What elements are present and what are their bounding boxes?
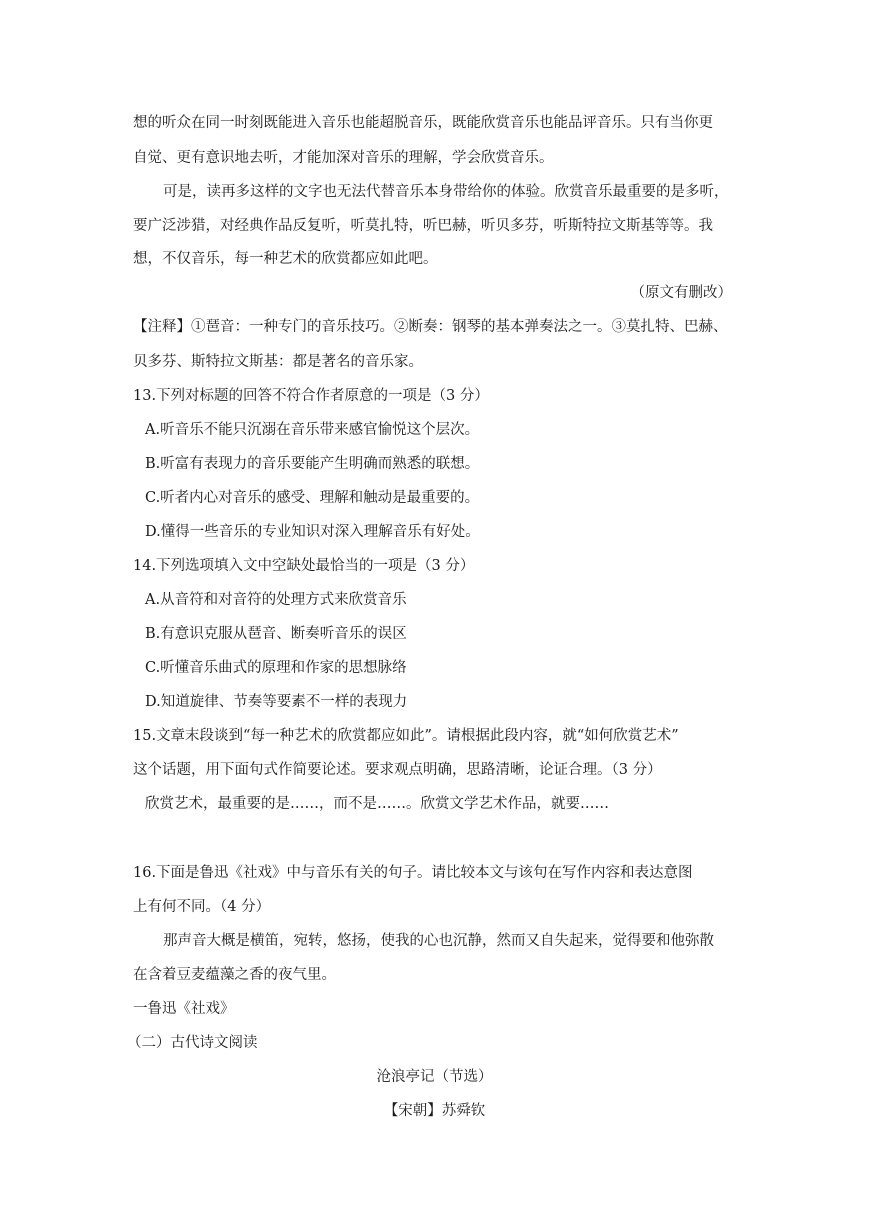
q16-quote-line-2: 在含着豆麦蕴藻之香的夜气里。 bbox=[133, 967, 336, 983]
q13-option-a: A.听音乐不能只沉溺在音乐带来感官愉悦这个层次。 bbox=[145, 422, 480, 438]
q16-line-2: 上有何不同。（4 分） bbox=[133, 899, 271, 915]
q14-option-d: D.知道旋律、节奏等要素不一样的表现力 bbox=[145, 694, 408, 710]
q15-sentence-pattern: 欣赏艺术，最重要的是……，而不是……。欣赏文学艺术作品，就要…… bbox=[145, 796, 609, 812]
notes-line-2: 贝多芬、斯特拉文斯基：都是著名的音乐家。 bbox=[133, 354, 423, 370]
q16-quote-line-1: 那声音大概是横笛，宛转，悠扬，使我的心也沉静，然而又自失起来，觉得要和他弥散 bbox=[163, 933, 714, 949]
q13-stem: 13.下列对标题的回答不符合作者原意的一项是（3 分） bbox=[133, 388, 489, 404]
q15-line-2: 这个话题，用下面句式作简要论述。要求观点明确，思路清晰，论证合理。（3 分） bbox=[133, 762, 662, 778]
q13-option-c: C.听者内心对音乐的感受、理解和触动是最重要的。 bbox=[145, 490, 480, 506]
source-note: （原文有删改） bbox=[630, 285, 732, 301]
passage-line-5: 想，不仅音乐，每一种艺术的欣赏都应如此吧。 bbox=[133, 251, 438, 267]
passage-line-4: 要广泛涉猎，对经典作品反复听，听莫扎特，听巴赫，听贝多芬，听斯特拉文斯基等等。我 bbox=[133, 218, 713, 234]
q16-line-1: 16.下面是鲁迅《社戏》中与音乐有关的句子。请比较本文与该句在写作内容和表达意图 bbox=[133, 865, 693, 881]
essay-title: 沧浪亭记（节选） bbox=[376, 1069, 493, 1085]
essay-author: 【宋朝】苏舜钦 bbox=[383, 1103, 486, 1119]
section-heading: （二）古代诗文阅读 bbox=[127, 1035, 258, 1051]
q16-attribution: 一鲁迅《社戏》 bbox=[133, 1001, 235, 1017]
passage-line-3: 可是，读再多这样的文字也无法代替音乐本身带给你的体验。欣赏音乐最重要的是多听， bbox=[163, 184, 729, 200]
passage-line-1: 想的听众在同一时刻既能进入音乐也能超脱音乐，既能欣赏音乐也能品评音乐。只有当你更 bbox=[133, 115, 713, 131]
q13-option-d: D.懂得一些音乐的专业知识对深入理解音乐有好处。 bbox=[145, 524, 480, 540]
q14-option-a: A.从音符和对音符的处理方式来欣赏音乐 bbox=[145, 592, 407, 608]
q15-line-1: 15.文章末段谈到“每一种艺术的欣赏都应如此”。请根据此段内容，就“如何欣赏艺术” bbox=[133, 728, 679, 744]
q14-option-b: B.有意识克服从琶音、断奏听音乐的误区 bbox=[145, 626, 407, 642]
q14-stem: 14.下列选项填入文中空缺处最恰当的一项是（3 分） bbox=[133, 558, 475, 574]
notes-line-1: 【注释】①琶音：一种专门的音乐技巧。②断奏：钢琴的基本弹奏法之一。③莫扎特、巴赫、 bbox=[133, 319, 728, 335]
q14-option-c: C.听懂音乐曲式的原理和作家的思想脉络 bbox=[145, 660, 407, 676]
passage-line-2: 自觉、更有意识地去听，才能加深对音乐的理解，学会欣赏音乐。 bbox=[133, 150, 554, 166]
q13-option-b: B.听富有表现力的音乐要能产生明确而熟悉的联想。 bbox=[145, 456, 480, 472]
